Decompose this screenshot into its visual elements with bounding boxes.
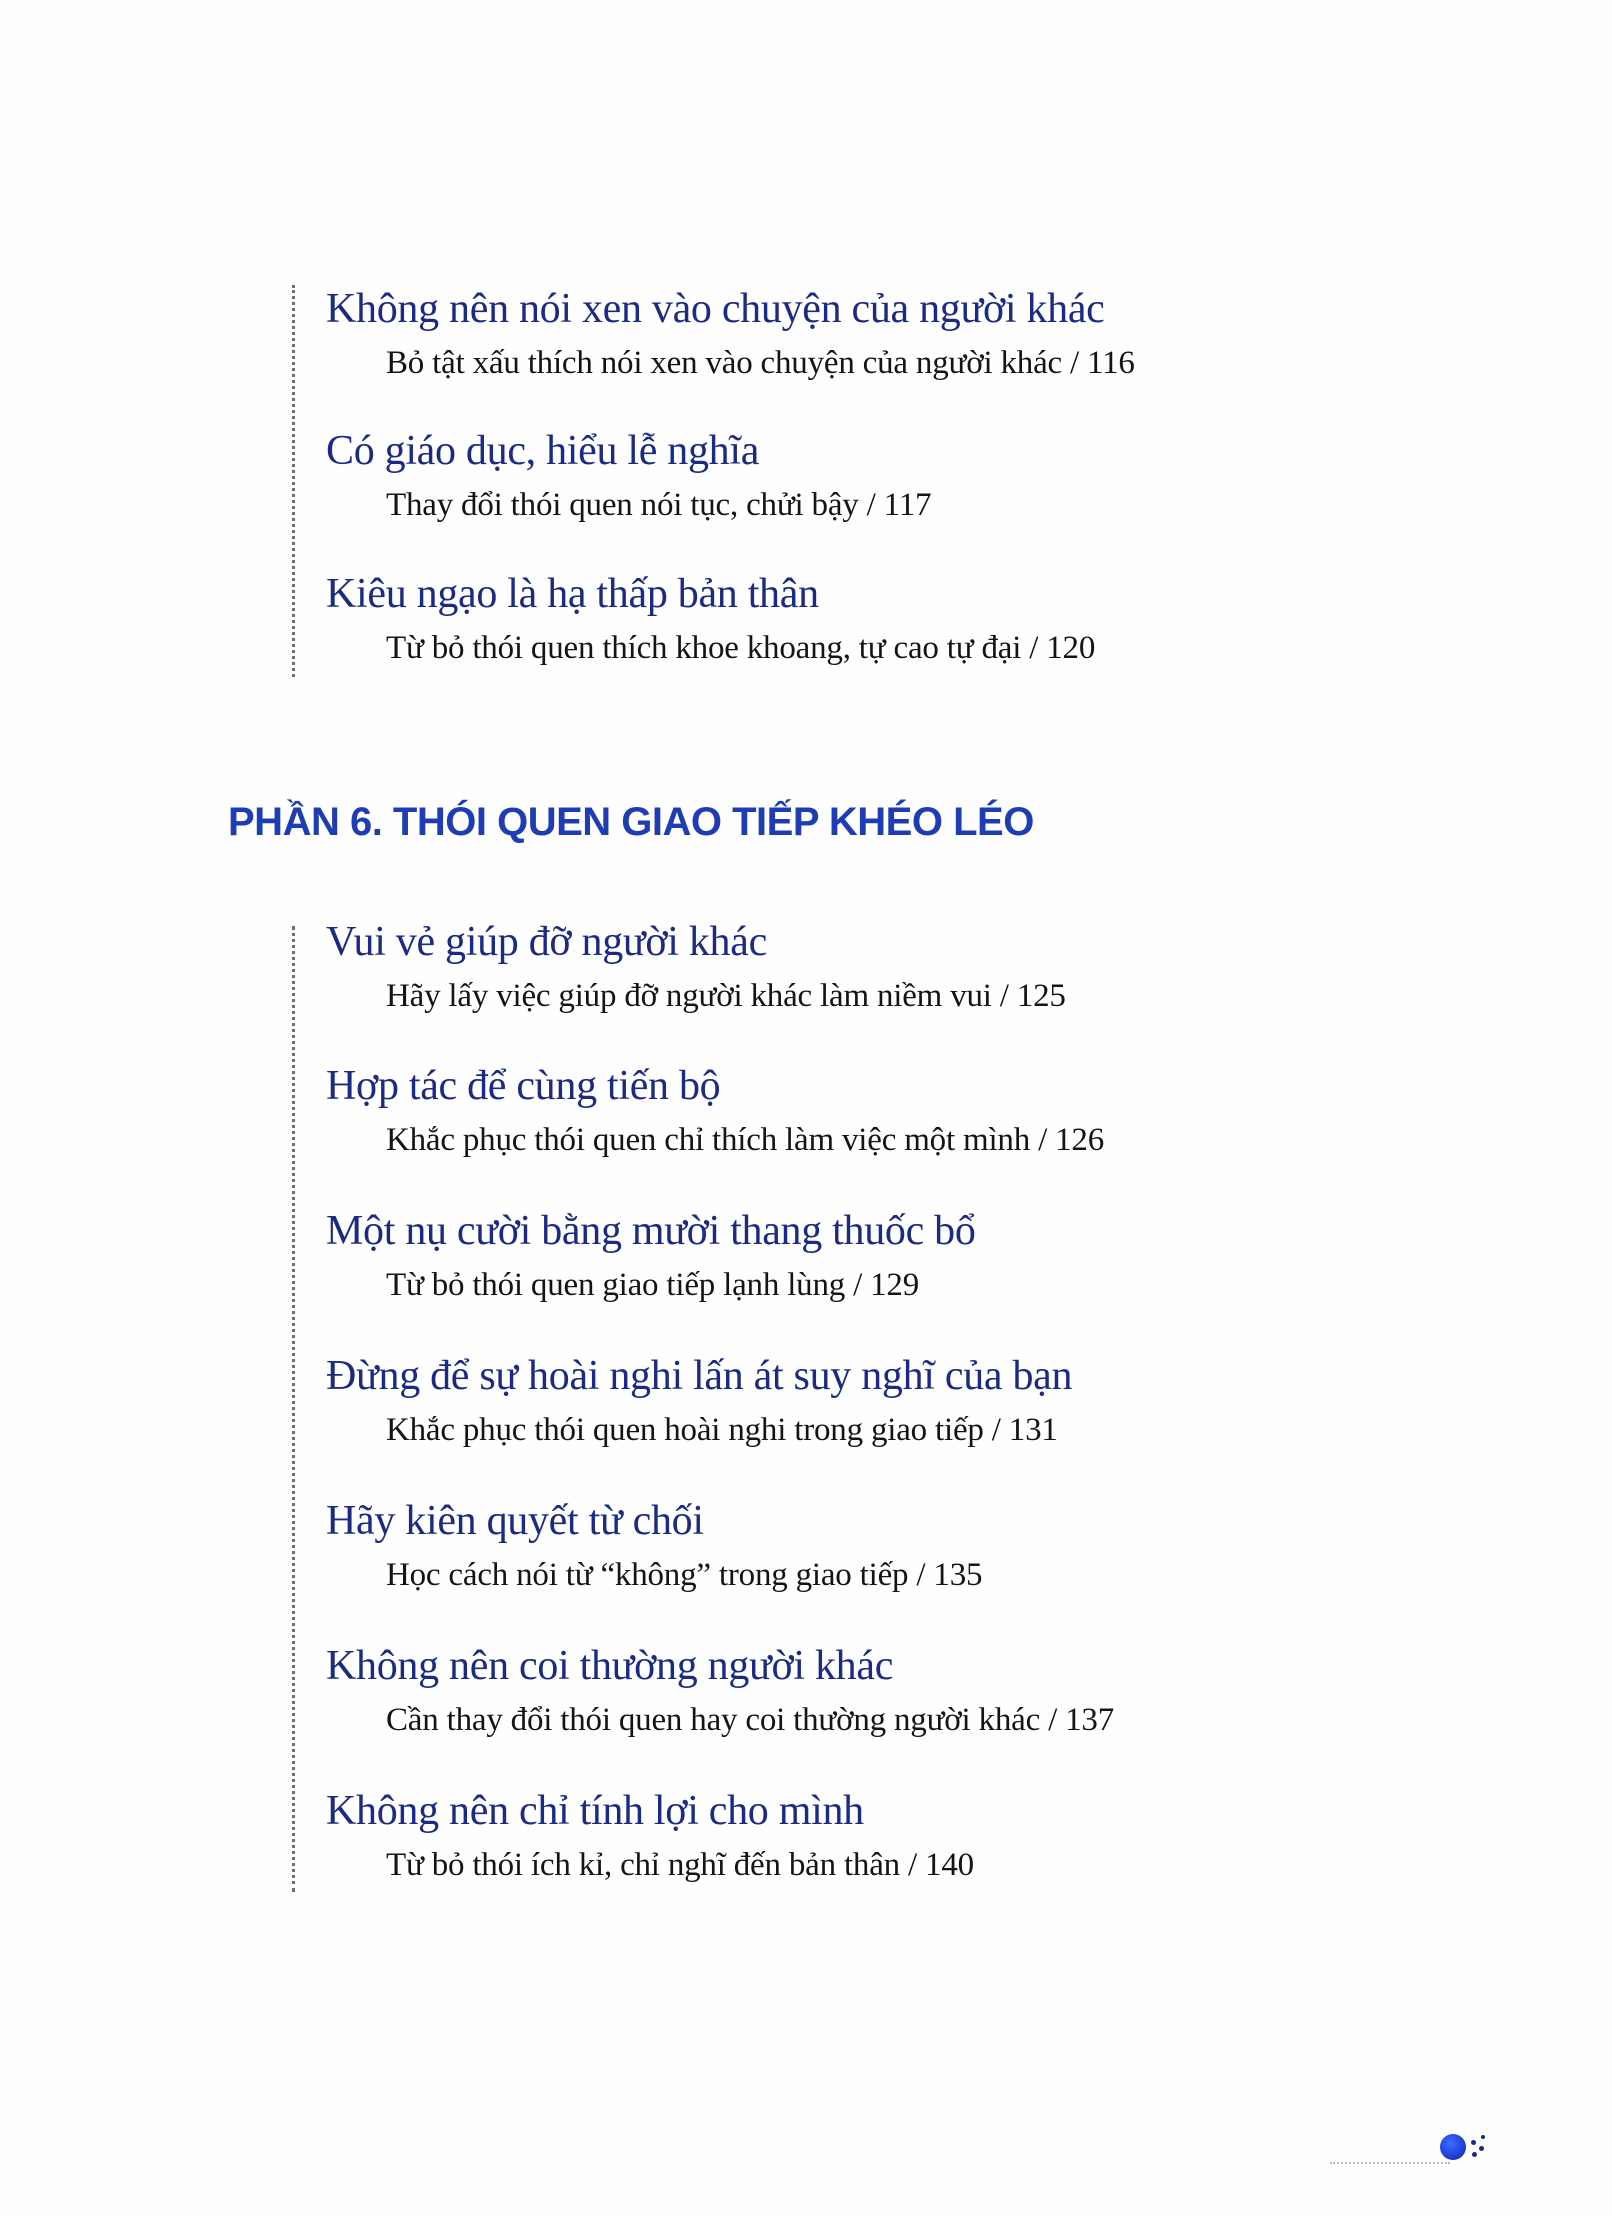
toc-entry-title: Không nên coi thường người khác	[326, 1643, 894, 1689]
toc-entry-title: Kiêu ngạo là hạ thấp bản thân	[326, 571, 819, 617]
toc-entry-subtitle: Hãy lấy việc giúp đỡ người khác làm niềm vui / 125	[386, 978, 1066, 1014]
toc-entry[interactable]	[326, 1497, 982, 1595]
toc-entry-subtitle: Học cách nói từ “không” trong giao tiếp / 135	[386, 1557, 983, 1593]
toc-entry[interactable]	[326, 918, 1066, 1016]
toc-entry[interactable]	[326, 427, 931, 525]
toc-entry[interactable]	[326, 1207, 976, 1305]
toc-entry[interactable]	[326, 1787, 974, 1885]
toc-entry-title: Một nụ cười bằng mười thang thuốc bổ	[326, 1208, 976, 1254]
ornament-dot	[1471, 2140, 1476, 2145]
toc-entry-subtitle: Khắc phục thói quen hoài nghi trong giao tiếp / 131	[386, 1412, 1058, 1448]
toc-entry-subtitle: Thay đổi thói quen nói tục, chửi bậy / 117	[386, 487, 932, 523]
toc-entry-subtitle: Từ bỏ thói quen giao tiếp lạnh lùng / 129	[386, 1267, 920, 1303]
page-corner-ornament-icon	[1330, 2126, 1510, 2176]
toc-entry-title: Vui vẻ giúp đỡ người khác	[326, 919, 767, 965]
toc-entry[interactable]	[326, 1352, 1072, 1450]
toc-entry-title: Có giáo dục, hiểu lễ nghĩa	[326, 428, 760, 474]
toc-entry[interactable]	[326, 1062, 1104, 1160]
toc-entry-title: Hãy kiên quyết từ chối	[326, 1498, 704, 1544]
ornament-dot	[1479, 2146, 1484, 2151]
dotted-rule	[292, 926, 295, 1892]
toc-entry-title: Không nên chỉ tính lợi cho mình	[326, 1788, 864, 1834]
toc-entry-subtitle: Khắc phục thói quen chỉ thích làm việc một mình / 126	[386, 1122, 1104, 1158]
toc-entry[interactable]	[326, 1642, 1114, 1740]
blue-ball-icon	[1440, 2134, 1466, 2160]
toc-entry-title: Không nên nói xen vào chuyện của người khác	[326, 286, 1105, 332]
toc-entry-title: Hợp tác để cùng tiến bộ	[326, 1063, 721, 1109]
toc-entry[interactable]	[326, 570, 1095, 668]
ornament-dot	[1481, 2135, 1485, 2139]
section-heading: PHẦN 6. THÓI QUEN GIAO TIẾP KHÉO LÉO	[228, 800, 1034, 844]
toc-entry-subtitle: Cần thay đổi thói quen hay coi thường người khác / 137	[386, 1702, 1115, 1738]
ornament-dot	[1472, 2152, 1477, 2157]
dotted-rule	[292, 285, 295, 677]
toc-entry-title: Đừng để sự hoài nghi lấn át suy nghĩ của bạn	[326, 1353, 1073, 1399]
toc-entry-subtitle: Bỏ tật xấu thích nói xen vào chuyện của người khác / 116	[386, 345, 1135, 381]
toc-entry[interactable]	[326, 285, 1135, 383]
toc-entry-subtitle: Từ bỏ thói quen thích khoe khoang, tự cao tự đại / 120	[386, 630, 1096, 666]
toc-entry-subtitle: Từ bỏ thói ích kỉ, chỉ nghĩ đến bản thân / 140	[386, 1847, 974, 1883]
dotted-trail	[1330, 2162, 1450, 2164]
